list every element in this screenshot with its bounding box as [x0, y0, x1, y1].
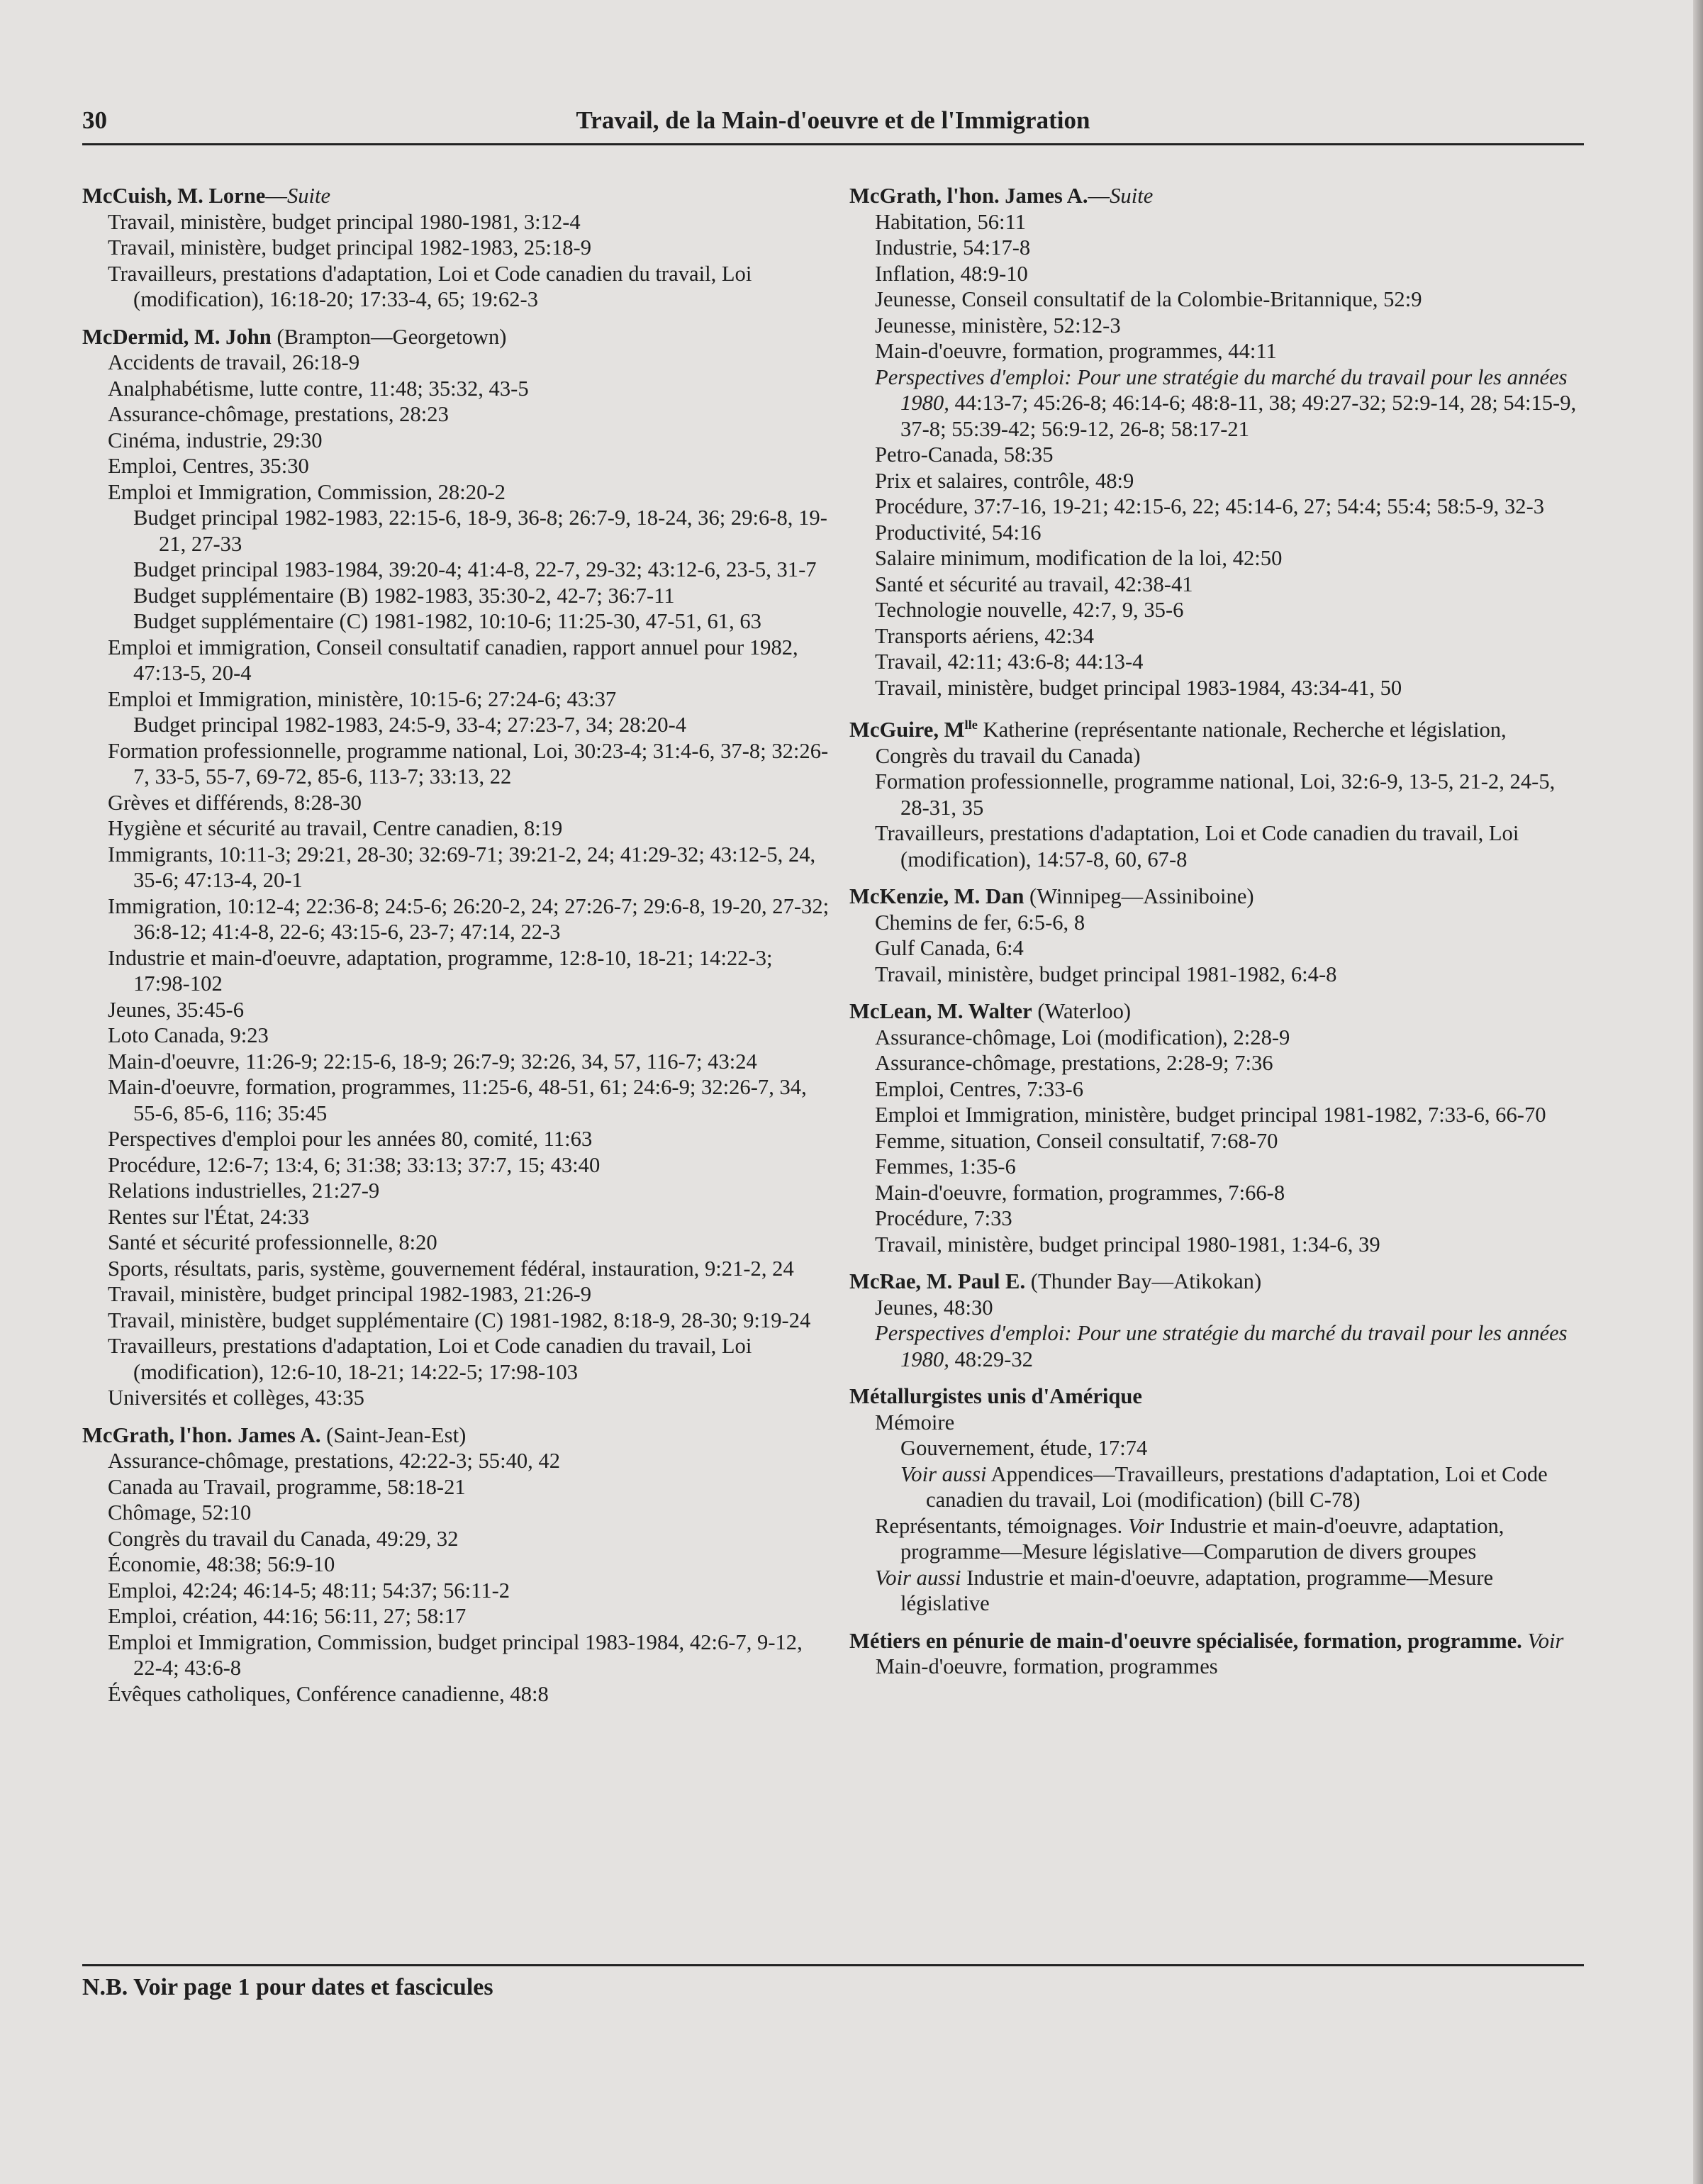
sub-entry: Assurance-chômage, prestations, 28:23 — [108, 402, 449, 426]
index-entry — [849, 1269, 1584, 1372]
running-title: Travail, de la Main-d'oeuvre et de l'Immigration — [576, 106, 1090, 134]
sub-entry: Travailleurs, prestations d'adaptation, Loi et Code canadien du travail, Loi (modification), 12:6-10, 18-21; 14:22-5; 17:98-103 — [108, 1334, 752, 1384]
sub-entry: Travail, ministère, budget principal 1982-1983, 21:26-9 — [108, 1282, 592, 1306]
sub-entry: Économie, 48:38; 56:9-10 — [108, 1552, 335, 1576]
sub-entry: Loto Canada, 9:23 — [108, 1023, 269, 1047]
page-header — [82, 106, 1584, 145]
sub-entry: Procédure, 37:7-16, 19-21; 42:15-6, 22; 45:14-6, 27; 54:4; 55:4; 58:5-9, 32-3 — [875, 494, 1545, 518]
sub-entry: Perspectives d'emploi: Pour une stratégie du marché du travail pour les années 1980, 48:29-32 — [875, 1321, 1568, 1371]
sub-entry: Emploi et Immigration, ministère, 10:15-6; 27:24-6; 43:37 — [108, 686, 617, 711]
sub-entry: Main-d'oeuvre, formation, programmes, 7:66-8 — [875, 1180, 1285, 1205]
sub-entry: Travail, 42:11; 43:6-8; 44:13-4 — [875, 650, 1144, 674]
sub-entry: Emploi, Centres, 35:30 — [108, 454, 309, 478]
sub-entry: Évêques catholiques, Conférence canadienne, 48:8 — [108, 1681, 549, 1706]
sub-entry: Habitation, 56:11 — [875, 209, 1026, 234]
entry-heading: Métiers en pénurie de main-d'oeuvre spécialisée, formation, programme. Voir Main-d'oeuvre, formation, programmes — [849, 1628, 1564, 1679]
index-entry — [849, 998, 1584, 1257]
sub-entry: Industrie et main-d'oeuvre, adaptation, programme, 12:8-10, 18-21; 14:22-3; 17:98-102 — [108, 945, 773, 996]
sub-entry: Relations industrielles, 21:27-9 — [108, 1179, 380, 1203]
sub-entry: Main-d'oeuvre, formation, programmes, 44:11 — [875, 339, 1277, 363]
entry-heading: McGuire, $M^{lle}$ Katherine (représentante nationale, Recherche et législation, Congrès du travail du Canada) — [849, 718, 1507, 768]
sub-entry: Inflation, 48:9-10 — [875, 261, 1028, 286]
page-edge-shadow — [1693, 0, 1703, 2184]
sub-entry: Immigration, 10:12-4; 22:36-8; 24:5-6; 26:20-2, 24; 27:26-7; 29:6-8, 19-20, 27-32; 36:8-12; 41:4-8, 22-6; 43:15-6, 23-7; 47:14, 22-3 — [108, 893, 830, 944]
sub-entry: Hygiène et sécurité au travail, Centre canadien, 8:19 — [108, 816, 563, 840]
sub-sub-entry: Budget principal 1983-1984, 39:20-4; 41:4-8, 22-7, 29-32; 43:12-6, 23-5, 31-7 — [133, 557, 817, 581]
sub-entry: Rentes sur l'État, 24:33 — [108, 1204, 310, 1229]
sub-entry: Mémoire — [875, 1410, 955, 1434]
sub-entry: Femme, situation, Conseil consultatif, 7:68-70 — [875, 1128, 1278, 1153]
index-entry — [849, 884, 1584, 987]
index-entry — [82, 1422, 834, 1707]
sub-entry: Gulf Canada, 6:4 — [875, 936, 1024, 961]
sub-entry: Emploi, création, 44:16; 56:11, 27; 58:17 — [108, 1604, 467, 1628]
entry-heading: McGrath, l'hon. James A. (Saint-Jean-Est) — [82, 1422, 467, 1447]
sub-entry: Santé et sécurité professionnelle, 8:20 — [108, 1230, 437, 1254]
sub-entry: Travail, ministère, budget principal 1982-1983, 25:18-9 — [108, 235, 592, 260]
index-entry — [849, 1628, 1584, 1680]
index-entry — [82, 324, 834, 1411]
sub-entry: Perspectives d'emploi: Pour une stratégie du marché du travail pour les années 1980, 44:13-7; 45:26-8; 46:14-6; 48:8-11, 38; 49:27-32; 52:9-14, 28; 54:15-9, 37-8; 55:39-42; 56:9-12, 26-8; 58:17-21 — [875, 364, 1577, 441]
sub-sub-entry: Budget supplémentaire (B) 1982-1983, 35:30-2, 42-7; 36:7-11 — [133, 583, 675, 608]
sub-entry: Travail, ministère, budget principal 1981-1982, 6:4-8 — [875, 962, 1337, 986]
sub-sub-entry: Voir aussi Appendices—Travailleurs, prestations d'adaptation, Loi et Code canadien du travail, Loi (modification) (bill C-78) — [900, 1461, 1548, 1512]
sub-entry: Congrès du travail du Canada, 49:29, 32 — [108, 1526, 459, 1551]
index-entry — [849, 1383, 1584, 1617]
entry-heading: McCuish, M. Lorne—Suite — [82, 184, 331, 208]
sub-entry: Jeunesse, ministère, 52:12-3 — [875, 313, 1121, 338]
sub-entry: Assurance-chômage, prestations, 2:28-9; 7:36 — [875, 1051, 1273, 1076]
index-entry — [82, 183, 834, 313]
sub-sub-entry: Budget principal 1982-1983, 22:15-6, 18-9, 36-8; 26:7-9, 18-24, 36; 29:6-8, 19-21, 27-33 — [133, 506, 827, 556]
index-entry — [849, 712, 1584, 872]
sub-entry: Travailleurs, prestations d'adaptation, Loi et Code canadien du travail, Loi (modification), 16:18-20; 17:33-4, 65; 19:62-3 — [108, 261, 752, 311]
sub-entry: Main-d'oeuvre, 11:26-9; 22:15-6, 18-9; 26:7-9; 32:26, 34, 57, 116-7; 43:24 — [108, 1049, 757, 1074]
sub-entry: Formation professionnelle, programme national, Loi, 30:23-4; 31:4-6, 37-8; 32:26-7, 33-5, 55-7, 69-72, 85-6, 113-7; 33:13, 22 — [108, 738, 829, 789]
sub-entry: Procédure, 7:33 — [875, 1206, 1012, 1231]
sub-sub-entry: Budget principal 1982-1983, 24:5-9, 33-4; 27:23-7, 34; 28:20-4 — [133, 713, 687, 737]
entry-heading: McGrath, l'hon. James A.—Suite — [849, 184, 1154, 208]
left-column — [82, 183, 834, 1718]
sub-entry: Chômage, 52:10 — [108, 1500, 252, 1525]
sub-entry: Sports, résultats, paris, système, gouvernement fédéral, instauration, 9:21-2, 24 — [108, 1256, 794, 1281]
sub-entry: Emploi et immigration, Conseil consultatif canadien, rapport annuel pour 1982, 47:13-5, 20-4 — [108, 635, 798, 685]
sub-entry: Assurance-chômage, prestations, 42:22-3; 55:40, 42 — [108, 1449, 561, 1473]
sub-entry: Emploi et Immigration, Commission, budget principal 1983-1984, 42:6-7, 9-12, 22-4; 43:6-8 — [108, 1629, 803, 1680]
sub-entry: Travail, ministère, budget principal 1980-1981, 1:34-6, 39 — [875, 1232, 1380, 1257]
sub-entry: Main-d'oeuvre, formation, programmes, 11:25-6, 48-51, 61; 24:6-9; 32:26-7, 34, 55-6, 85-6, 116; 35:45 — [108, 1075, 807, 1125]
sub-entry: Petro-Canada, 58:35 — [875, 442, 1054, 467]
sub-entry: Analphabétisme, lutte contre, 11:48; 35:32, 43-5 — [108, 376, 529, 401]
entry-heading: Métallurgistes unis d'Amérique — [849, 1384, 1143, 1409]
sub-entry: Productivité, 54:16 — [875, 520, 1042, 545]
sub-entry: Travail, ministère, budget principal 1980-1981, 3:12-4 — [108, 209, 581, 234]
sub-entry: Travailleurs, prestations d'adaptation, Loi et Code canadien du travail, Loi (modification), 14:57-8, 60, 67-8 — [875, 821, 1519, 871]
footer-note: N.B. Voir page 1 pour dates et fascicules — [82, 1974, 493, 2000]
sub-entry: Assurance-chômage, Loi (modification), 2:28-9 — [875, 1025, 1290, 1049]
sub-entry: Chemins de fer, 6:5-6, 8 — [875, 910, 1085, 935]
sub-entry: Technologie nouvelle, 42:7, 9, 35-6 — [875, 598, 1184, 622]
sub-entry: Travail, ministère, budget supplémentaire (C) 1981-1982, 8:18-9, 28-30; 9:19-24 — [108, 1308, 811, 1332]
sub-entry: Jeunes, 35:45-6 — [108, 997, 245, 1022]
entry-heading: McKenzie, M. Dan (Winnipeg—Assiniboine) — [849, 884, 1254, 909]
sub-entry: Femmes, 1:35-6 — [875, 1154, 1016, 1179]
footer-rule — [82, 1964, 1584, 1966]
sub-entry: Transports aériens, 42:34 — [875, 623, 1095, 648]
sub-entry: Emploi et Immigration, ministère, budget principal 1981-1982, 7:33-6, 66-70 — [875, 1103, 1546, 1127]
right-column — [849, 183, 1584, 1691]
sub-entry: Voir aussi Industrie et main-d'oeuvre, adaptation, programme—Mesure législative — [875, 1565, 1494, 1616]
sub-entry: Représentants, témoignages. Voir Industrie et main-d'oeuvre, adaptation, programme—Mesure législative—Comparution de divers groupes — [875, 1513, 1504, 1564]
sub-entry: Santé et sécurité au travail, 42:38-41 — [875, 572, 1193, 596]
sub-entry: Emploi et Immigration, Commission, 28:20-2 — [108, 479, 506, 504]
sub-entry: Emploi, Centres, 7:33-6 — [875, 1076, 1084, 1101]
entry-heading: McDermid, M. John (Brampton—Georgetown) — [82, 324, 507, 349]
page-number: 30 — [82, 106, 107, 134]
sub-entry: Immigrants, 10:11-3; 29:21, 28-30; 32:69-71; 39:21-2, 24; 41:29-32; 43:12-5, 24, 35-6; 47:13-4, 20-1 — [108, 842, 816, 892]
sub-entry: Canada au Travail, programme, 58:18-21 — [108, 1474, 466, 1499]
sub-entry: Universités et collèges, 43:35 — [108, 1386, 364, 1410]
sub-entry: Industrie, 54:17-8 — [875, 235, 1031, 260]
entry-heading: McRae, M. Paul E. (Thunder Bay—Atikokan) — [849, 1269, 1262, 1294]
sub-entry: Accidents de travail, 26:18-9 — [108, 350, 360, 374]
entry-heading: McLean, M. Walter (Waterloo) — [849, 999, 1132, 1024]
sub-entry: Prix et salaires, contrôle, 48:9 — [875, 468, 1134, 493]
sub-entry: Jeunes, 48:30 — [875, 1295, 993, 1320]
sub-entry: Jeunesse, Conseil consultatif de la Colombie-Britannique, 52:9 — [875, 287, 1422, 311]
sub-entry: Cinéma, industrie, 29:30 — [108, 428, 323, 452]
sub-entry: Emploi, 42:24; 46:14-5; 48:11; 54:37; 56:11-2 — [108, 1578, 510, 1603]
sub-entry: Grèves et différends, 8:28-30 — [108, 790, 362, 815]
sub-entry: Procédure, 12:6-7; 13:4, 6; 31:38; 33:13; 37:7, 15; 43:40 — [108, 1152, 601, 1177]
sub-entry: Travail, ministère, budget principal 1983-1984, 43:34-41, 50 — [875, 675, 1402, 700]
sub-entry: Perspectives d'emploi pour les années 80, comité, 11:63 — [108, 1127, 593, 1151]
sub-sub-entry: Budget supplémentaire (C) 1981-1982, 10:10-6; 11:25-30, 47-51, 61, 63 — [133, 609, 761, 633]
index-entry — [849, 183, 1584, 701]
sub-entry: Salaire minimum, modification de la loi, 42:50 — [875, 546, 1283, 570]
sub-entry: Formation professionnelle, programme national, Loi, 32:6-9, 13-5, 21-2, 24-5, 28-31, 35 — [875, 769, 1556, 820]
sub-sub-entry: Gouvernement, étude, 17:74 — [900, 1436, 1148, 1461]
